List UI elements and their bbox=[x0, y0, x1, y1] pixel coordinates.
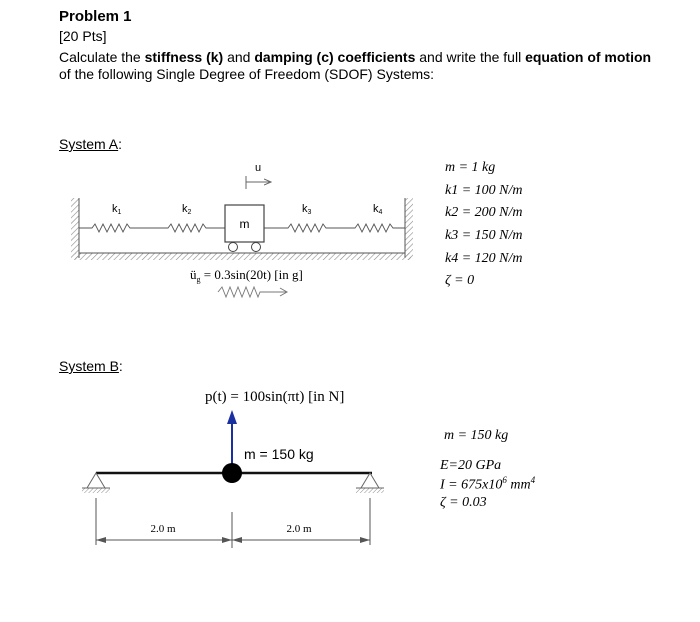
desc-text: Calculate the bbox=[59, 49, 145, 65]
point-mass-label: m = 150 kg bbox=[244, 446, 314, 462]
system-a-param-k4: k4 = 120 N/m bbox=[445, 251, 523, 266]
system-b-param-m: m = 150 kg bbox=[444, 428, 509, 443]
system-b-heading: System B: bbox=[59, 358, 123, 374]
displacement-label: u bbox=[254, 162, 262, 174]
problem-points: [20 Pts] bbox=[59, 28, 107, 44]
load-arrowhead bbox=[227, 410, 237, 424]
load-label: p(t) = 100sin(πt) [in N] bbox=[205, 389, 345, 405]
desc-text: and bbox=[223, 49, 255, 65]
right-support-ground bbox=[356, 488, 384, 493]
mass-label: m bbox=[239, 217, 250, 231]
system-a-param-k2: k2 = 200 N/m bbox=[445, 205, 523, 220]
k4-label: k4 bbox=[373, 203, 383, 216]
point-mass bbox=[222, 463, 242, 483]
span-right-label: 2.0 m bbox=[286, 523, 312, 535]
system-b-param-I: $I = 675x10^6$ $mm^4$ bbox=[440, 475, 536, 493]
desc-bold-damping: damping (c) coefficients bbox=[254, 49, 416, 65]
system-a-param-zeta: ζ = 0 bbox=[445, 273, 475, 288]
k2-label: k2 bbox=[182, 203, 192, 216]
desc-bold-stiffness: stiffness (k) bbox=[144, 49, 224, 65]
left-support-ground bbox=[82, 488, 110, 493]
ground-excitation-label: $ü_g = 0.3\sin(20t)$ [in g] bbox=[190, 267, 303, 284]
system-b-param-E: E=20 GPa bbox=[440, 458, 502, 473]
k3-label: k3 bbox=[302, 203, 312, 216]
system-a-param-k3: k3 = 150 N/m bbox=[445, 228, 523, 243]
problem-title: Problem 1 bbox=[59, 8, 132, 25]
system-b-param-zeta: ζ = 0.03 bbox=[440, 495, 487, 510]
desc-text: and write the full bbox=[415, 49, 526, 65]
problem-description-line2: of the following Single Degree of Freedom (SDOF) Systems: bbox=[59, 66, 435, 82]
system-a-param-m: m = 1 kg bbox=[445, 160, 496, 175]
k1-label: k1 bbox=[112, 203, 122, 216]
left-pin-support bbox=[87, 473, 105, 488]
system-a-param-k1: k1 = 100 N/m bbox=[445, 183, 523, 198]
span-left-label: 2.0 m bbox=[150, 523, 176, 535]
system-a-heading: System A: bbox=[59, 136, 123, 152]
desc-bold-equation: equation of motion bbox=[525, 49, 652, 65]
right-pin-support bbox=[361, 473, 379, 488]
